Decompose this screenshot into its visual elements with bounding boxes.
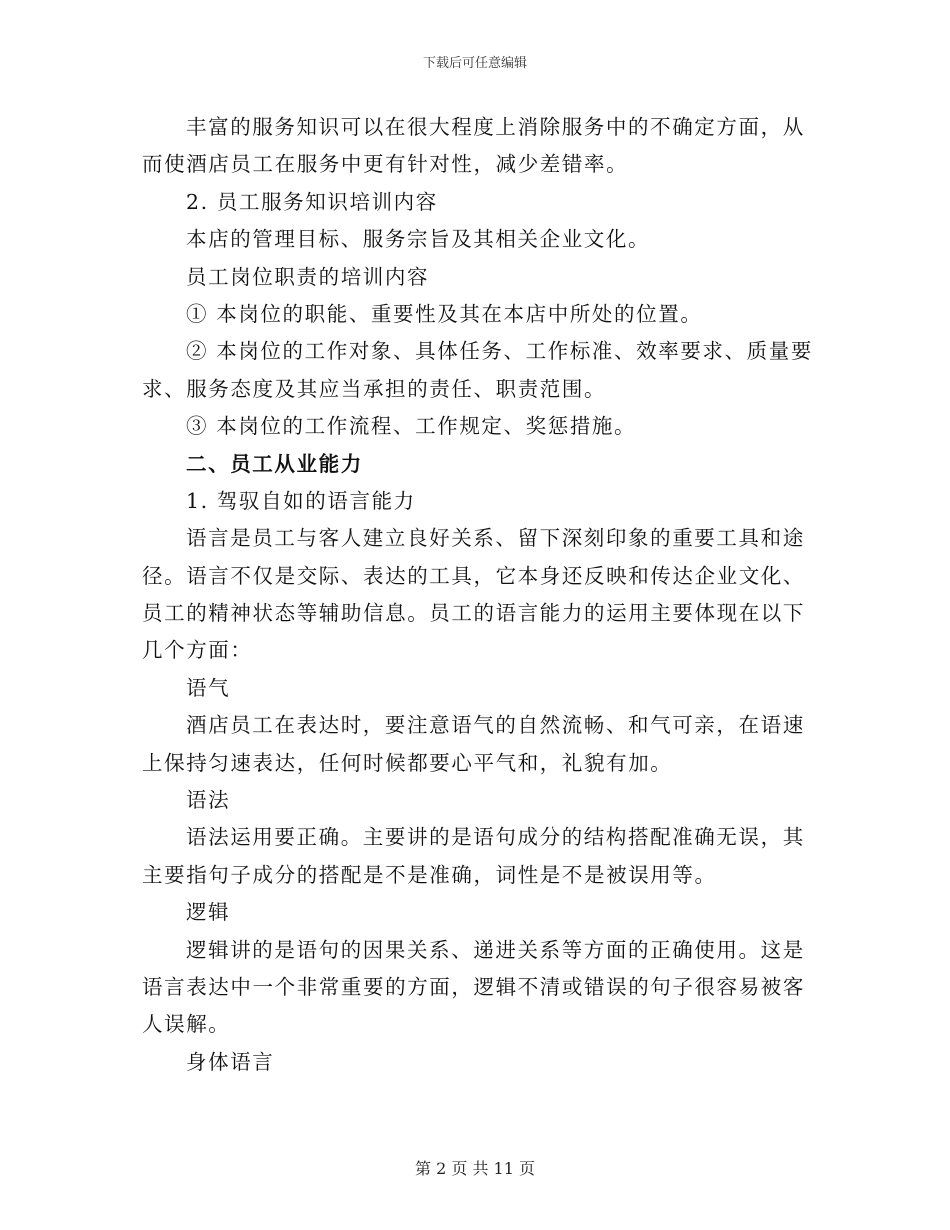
subheading: 语气	[186, 675, 231, 700]
subheading: 语法	[186, 788, 231, 813]
subheading: 逻辑	[186, 900, 231, 925]
paragraph-line: 酒店员工在表达时，要注意语气的自然流畅、和气可亲，在语速	[186, 713, 805, 738]
section-heading: 二、员工从业能力	[186, 451, 363, 476]
paragraph-line: 上保持匀速表达，任何时候都要心平气和，礼貌有加。	[142, 750, 673, 775]
page-number: 第 2 页 共 11 页	[415, 1159, 535, 1178]
paragraph-line: 径。语言不仅是交际、表达的工具，它本身还反映和传达企业文化、	[142, 563, 805, 588]
list-item-continuation: 求、服务态度及其应当承担的责任、职责范围。	[142, 376, 607, 401]
paragraph-line: 人误解。	[142, 1012, 231, 1037]
list-item: ③ 本岗位的工作流程、工作规定、奖惩措施。	[186, 414, 637, 439]
page-header: 下载后可任意编辑	[422, 56, 527, 71]
paragraph-line: 逻辑讲的是语句的因果关系、递进关系等方面的正确使用。这是	[186, 937, 805, 962]
subheading: 员工岗位职责的培训内容	[186, 264, 430, 289]
paragraph-line: 主要指句子成分的搭配是不是准确，词性是不是被误用等。	[142, 862, 717, 887]
paragraph-line: 而使酒店员工在服务中更有针对性，减少差错率。	[142, 152, 629, 177]
paragraph-line: 语言表达中一个非常重要的方面，逻辑不清或错误的句子很容易被客	[142, 974, 805, 999]
list-item: ② 本岗位的工作对象、具体任务、工作标准、效率要求、质量要	[186, 339, 813, 364]
paragraph-line: 员工的精神状态等辅助信息。员工的语言能力的运用主要体现在以下	[142, 601, 805, 626]
document-body	[142, 109, 813, 1081]
paragraph-line: 语言是员工与客人建立良好关系、留下深刻印象的重要工具和途	[186, 526, 805, 551]
subheading: 身体语言	[186, 1049, 275, 1074]
subheading: 2. 员工服务知识培训内容	[186, 189, 438, 214]
subheading: 1. 驾驭自如的语言能力	[186, 488, 416, 513]
paragraph-line: 语法运用要正确。主要讲的是语句成分的结构搭配准确无误，其	[186, 825, 805, 850]
list-item: ① 本岗位的职能、重要性及其在本店中所处的位置。	[186, 301, 703, 326]
paragraph-line: 丰富的服务知识可以在很大程度上消除服务中的不确定方面，从	[186, 115, 805, 139]
paragraph-line: 本店的管理目标、服务宗旨及其相关企业文化。	[186, 227, 651, 252]
paragraph-line: 几个方面：	[142, 638, 253, 663]
